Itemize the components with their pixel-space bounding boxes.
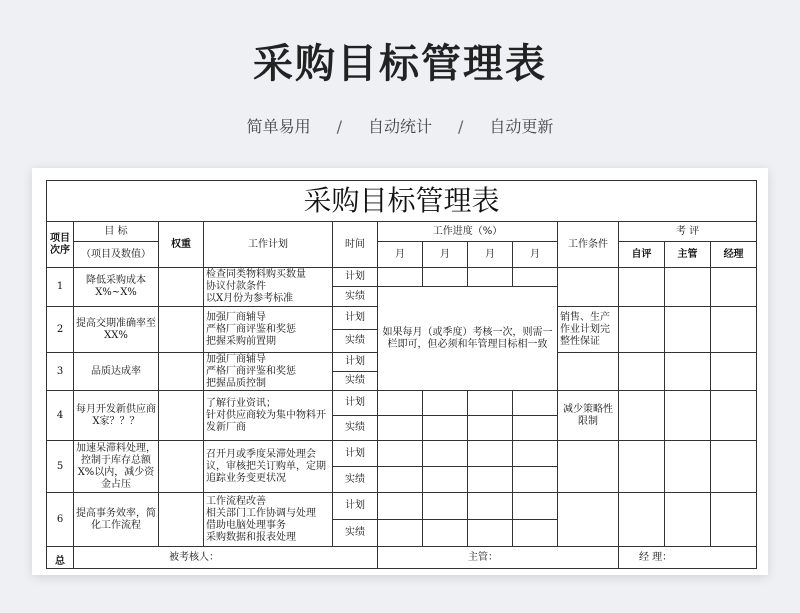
sheet-title: 采购目标管理表: [47, 181, 757, 222]
row-weight: [159, 441, 204, 493]
header-target-sub: （项目及数值）: [74, 242, 159, 268]
row-plan: 加强厂商辅导 严格厂商评鉴和奖惩 把握采购前置期: [204, 307, 333, 353]
header-month: 月: [423, 242, 468, 268]
row-weight: [159, 268, 204, 307]
progress-cell: [423, 416, 468, 441]
row-condition: [558, 353, 619, 391]
time-actual: 实绩: [333, 372, 378, 391]
progress-cell: [513, 467, 558, 493]
review-cell: [619, 353, 665, 391]
review-cell: [619, 441, 665, 493]
footer-total: 总: [47, 547, 74, 569]
review-cell: [665, 307, 711, 353]
footer-assessee: 被考核人：: [74, 547, 378, 569]
header-review: 考 评: [619, 222, 757, 242]
tagline-item: 自动统计: [367, 117, 432, 136]
time-plan: 计划: [333, 441, 378, 467]
review-cell: [665, 391, 711, 441]
row-condition: [558, 441, 619, 493]
row-target: 提高事务效率，简化工作流程: [74, 493, 159, 547]
progress-cell: [468, 391, 513, 416]
review-cell: [711, 493, 757, 547]
progress-cell: [378, 416, 423, 441]
progress-cell: [513, 268, 558, 287]
progress-cell: [423, 268, 468, 287]
review-cell: [619, 391, 665, 441]
row-target: 提高交期准确率至XX%: [74, 307, 159, 353]
progress-cell: [468, 467, 513, 493]
row-target: 每月开发新供应商X家？？？: [74, 391, 159, 441]
progress-cell: [513, 493, 558, 520]
merged-note: 如果每月（或季度）考核一次，则需一栏即可，但必须和年管理目标相一致: [378, 287, 558, 391]
row-seq: 1: [47, 268, 74, 307]
progress-cell: [378, 520, 423, 547]
time-actual: 实绩: [333, 287, 378, 307]
progress-cell: [378, 467, 423, 493]
progress-cell: [378, 391, 423, 416]
time-actual: 实绩: [333, 520, 378, 547]
tagline: [0, 114, 800, 137]
row-target: 品质达成率: [74, 353, 159, 391]
header-time: 时间: [333, 222, 378, 268]
row-seq: 5: [47, 441, 74, 493]
header-month: 月: [468, 242, 513, 268]
review-cell: [711, 268, 757, 307]
tagline-item: 自动更新: [489, 117, 554, 136]
row-condition: 销售、生产作业计划完整性保证: [558, 307, 619, 353]
time-actual: 实绩: [333, 330, 378, 353]
row-target: 加速呆滞料处理，控制于库存总额X%以内，减少资金占压: [74, 441, 159, 493]
progress-cell: [378, 268, 423, 287]
time-plan: 计划: [333, 353, 378, 372]
header-month: 月: [378, 242, 423, 268]
page-title: 采购目标管理表: [253, 41, 547, 87]
progress-cell: [513, 520, 558, 547]
review-cell: [619, 307, 665, 353]
time-plan: 计划: [333, 268, 378, 287]
progress-cell: [423, 467, 468, 493]
time-plan: 计划: [333, 493, 378, 520]
header-plan: 工作计划: [204, 222, 333, 268]
row-seq: 4: [47, 391, 74, 441]
review-cell: [711, 353, 757, 391]
tagline-separator: /: [458, 117, 464, 136]
review-cell: [665, 268, 711, 307]
header-manager: 经理: [711, 242, 757, 268]
review-cell: [665, 353, 711, 391]
spreadsheet-preview: [32, 168, 768, 575]
progress-cell: [423, 391, 468, 416]
row-condition: [558, 493, 619, 547]
tagline-item: 简单易用: [246, 117, 311, 136]
row-seq: 2: [47, 307, 74, 353]
time-plan: 计划: [333, 391, 378, 416]
row-plan: 检查同类物料购买数量 协议付款条件 以X月份为参考标准: [204, 268, 333, 307]
review-cell: [665, 493, 711, 547]
row-plan: 召开月或季度呆滞处理会议，审核把关订购单，定期追踪业务变更状况: [204, 441, 333, 493]
progress-cell: [423, 493, 468, 520]
row-target: 降低采购成本X%~X%: [74, 268, 159, 307]
header-seq: 项目次序: [47, 222, 74, 268]
progress-cell: [378, 441, 423, 467]
progress-cell: [468, 493, 513, 520]
progress-cell: [513, 441, 558, 467]
progress-cell: [468, 520, 513, 547]
progress-cell: [513, 416, 558, 441]
review-cell: [665, 441, 711, 493]
row-weight: [159, 353, 204, 391]
progress-cell: [468, 416, 513, 441]
row-condition: [558, 268, 619, 307]
progress-cell: [513, 391, 558, 416]
time-plan: 计划: [333, 307, 378, 330]
review-cell: [619, 268, 665, 307]
time-actual: 实绩: [333, 467, 378, 493]
row-seq: 6: [47, 493, 74, 547]
row-plan: 了解行业资讯； 针对供应商较为集中物料开发新厂商: [204, 391, 333, 441]
target-table: [46, 180, 757, 569]
header-target: 目 标: [74, 222, 159, 242]
header-supervisor: 主管: [665, 242, 711, 268]
progress-cell: [423, 441, 468, 467]
header-progress: 工作进度（%）: [378, 222, 558, 242]
header-conditions: 工作条件: [558, 222, 619, 268]
review-cell: [711, 307, 757, 353]
row-weight: [159, 493, 204, 547]
review-cell: [619, 493, 665, 547]
header-self: 自评: [619, 242, 665, 268]
row-weight: [159, 307, 204, 353]
review-cell: [711, 441, 757, 493]
row-seq: 3: [47, 353, 74, 391]
footer-manager: 经 理：: [619, 547, 757, 569]
tagline-separator: /: [336, 117, 342, 136]
progress-cell: [468, 268, 513, 287]
row-plan: 工作流程改善 相关部门工作协调与处理 借助电脑处理事务 采购数据和报表处理: [204, 493, 333, 547]
footer-supervisor: 主管：: [378, 547, 619, 569]
row-weight: [159, 391, 204, 441]
row-plan: 加强厂商辅导 严格厂商评鉴和奖惩 把握品质控制: [204, 353, 333, 391]
progress-cell: [468, 441, 513, 467]
review-cell: [711, 391, 757, 441]
row-condition: 减少策略性限制: [558, 391, 619, 441]
progress-cell: [423, 520, 468, 547]
header-month: 月: [513, 242, 558, 268]
time-actual: 实绩: [333, 416, 378, 441]
header-weight: 权重: [159, 222, 204, 268]
progress-cell: [378, 493, 423, 520]
